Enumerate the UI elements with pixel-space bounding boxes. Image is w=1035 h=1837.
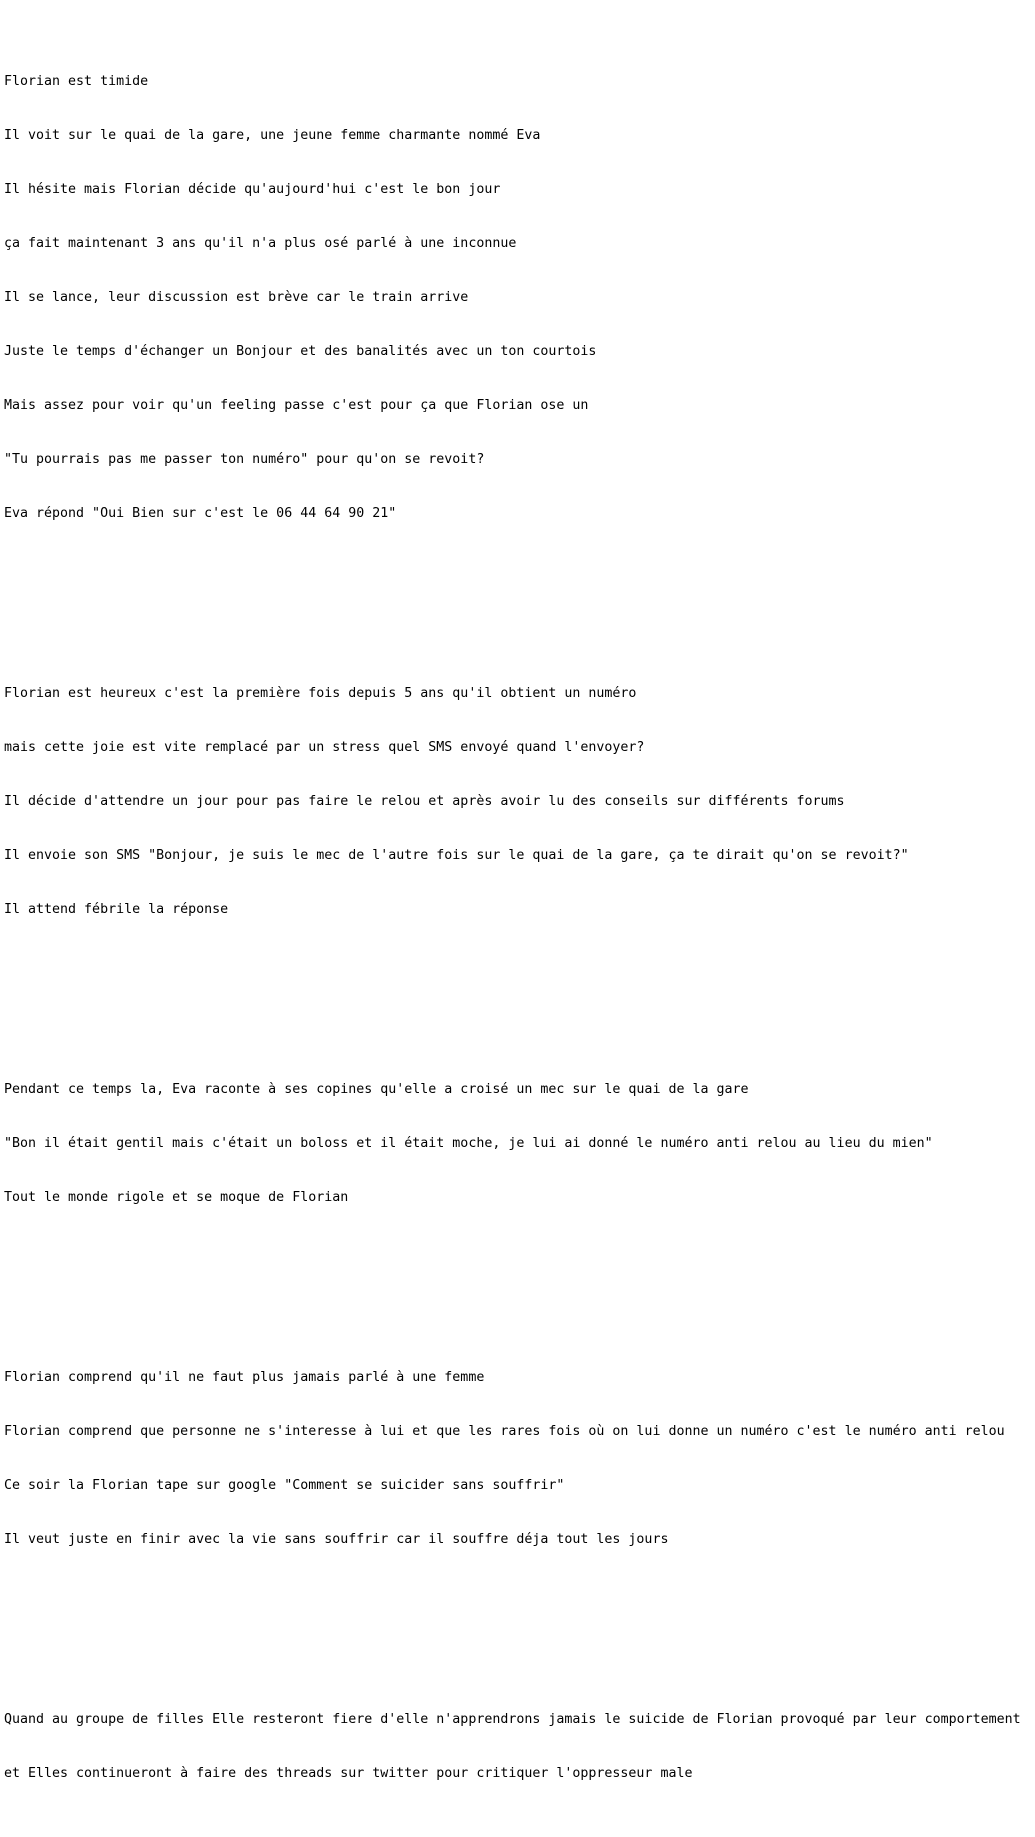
text-line: Il attend fébrile la réponse <box>4 902 229 917</box>
text-document <box>4 1 1032 1837</box>
text-line: Ce soir la Florian tape sur google "Comment se suicider sans souffrir" <box>4 1478 565 1493</box>
text-line: ça fait maintenant 3 ans qu'il n'a plus osé parlé à une inconnue <box>4 236 517 251</box>
text-line: Florian comprend que personne ne s'interesse à lui et que les rares fois où on lui donne un numéro c'est le numéro anti relou <box>4 1424 1005 1439</box>
text-line: Florian est timide <box>4 74 149 89</box>
text-line: Florian est heureux c'est la première fois depuis 5 ans qu'il obtient un numéro <box>4 686 637 701</box>
blank-line <box>4 595 1032 613</box>
text-line: Il voit sur le quai de la gare, une jeune femme charmante nommé Eva <box>4 128 541 143</box>
blank-line <box>4 991 1032 1009</box>
paragraph <box>4 1675 1032 1819</box>
text-line: Mais assez pour voir qu'un feeling passe c'est pour ça que Florian ose un <box>4 398 589 413</box>
text-line: et Elles continueront à faire des threads sur twitter pour critiquer l'oppresseur male <box>4 1766 693 1781</box>
blank-line <box>4 1279 1032 1297</box>
paragraph <box>4 649 1032 955</box>
text-line: Tout le monde rigole et se moque de Florian <box>4 1190 349 1205</box>
paragraph <box>4 37 1032 559</box>
text-line: Florian comprend qu'il ne faut plus jamais parlé à une femme <box>4 1370 485 1385</box>
text-line: "Bon il était gentil mais c'était un boloss et il était moche, je lui ai donné le numéro anti relou au lieu du mien" <box>4 1136 933 1151</box>
paragraph <box>4 1333 1032 1585</box>
text-line: Il hésite mais Florian décide qu'aujourd'hui c'est le bon jour <box>4 182 501 197</box>
text-line: Il veut juste en finir avec la vie sans souffrir car il souffre déja tout les jours <box>4 1532 669 1547</box>
text-line: Eva répond "Oui Bien sur c'est le 06 44 64 90 21" <box>4 506 397 521</box>
text-line: Juste le temps d'échanger un Bonjour et des banalités avec un ton courtois <box>4 344 597 359</box>
blank-line <box>4 1621 1032 1639</box>
text-line: mais cette joie est vite remplacé par un stress quel SMS envoyé quand l'envoyer? <box>4 740 645 755</box>
text-line: Il envoie son SMS "Bonjour, je suis le mec de l'autre fois sur le quai de la gare, ça te dirait qu'on se revoit?" <box>4 848 909 863</box>
text-line: "Tu pourrais pas me passer ton numéro" pour qu'on se revoit? <box>4 452 485 467</box>
text-line: Pendant ce temps la, Eva raconte à ses copines qu'elle a croisé un mec sur le quai de la gare <box>4 1082 749 1097</box>
text-line: Il se lance, leur discussion est brève car le train arrive <box>4 290 469 305</box>
paragraph <box>4 1045 1032 1243</box>
text-line: Il décide d'attendre un jour pour pas faire le relou et après avoir lu des conseils sur différents forums <box>4 794 845 809</box>
text-line: Quand au groupe de filles Elle resteront fiere d'elle n'apprendrons jamais le suicide de Florian provoqué par leur comportement <box>4 1712 1021 1727</box>
